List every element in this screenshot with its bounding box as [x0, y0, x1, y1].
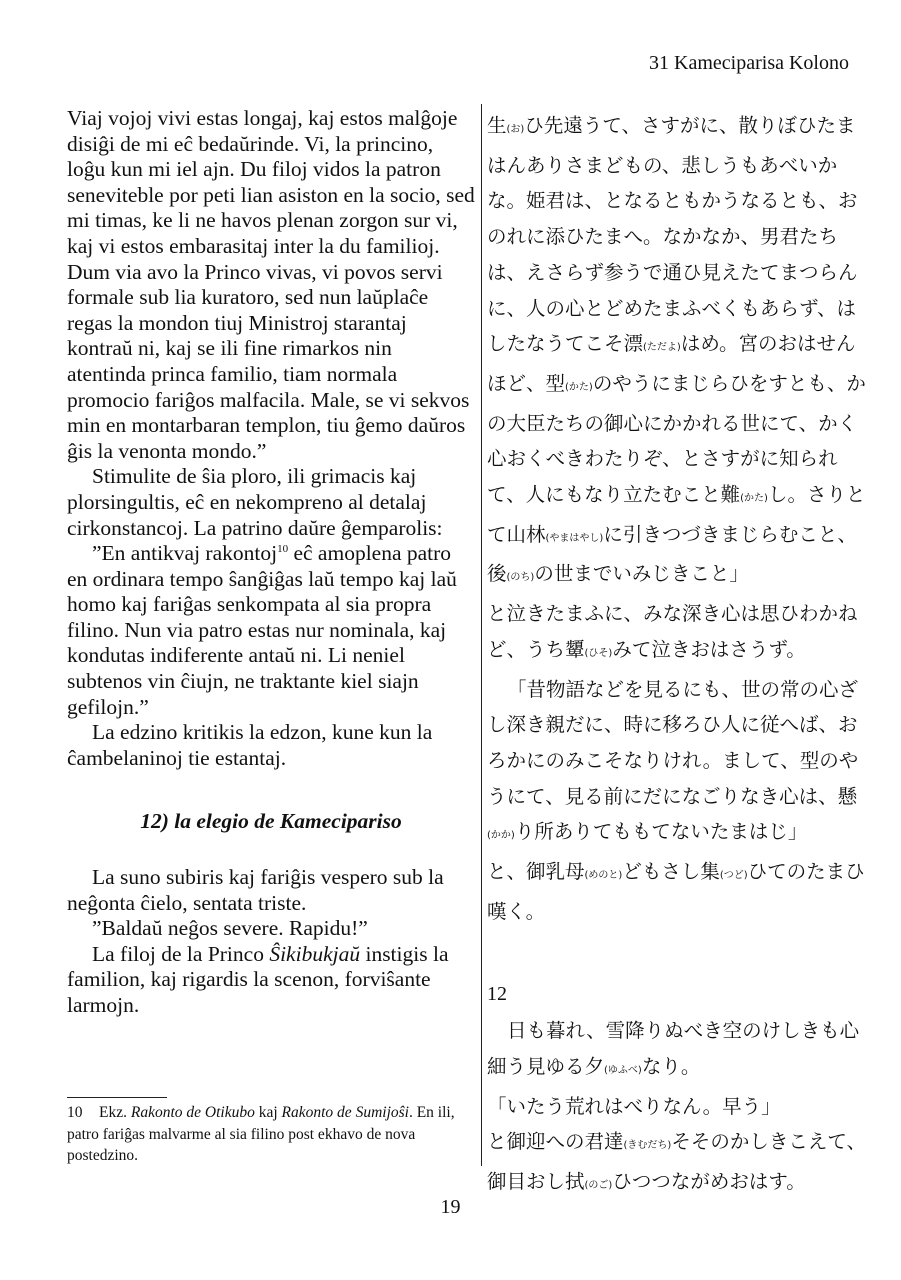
jp-paragraph	[487, 1013, 867, 1088]
jp-text: のやうにまじらひをすとも、かの大臣たちの御心にかかれる世にて、かく心おくべきわたりぞ、とさすがに知られて、人にもなり立たむこと難	[487, 371, 866, 507]
text: Ekz.	[99, 1104, 131, 1121]
text: ”En antikvaj rakontoj	[92, 541, 278, 566]
jp-text: ひてのたまひ嘆く。	[487, 860, 865, 923]
ruby-reading: (つど)	[719, 870, 748, 882]
jp-paragraph	[487, 854, 867, 929]
footnote-number: 10	[67, 1104, 83, 1121]
jp-text: どもさし集	[622, 860, 720, 884]
paragraph: ”Baldaŭ neĝos severe. Rapidu!”	[92, 916, 368, 941]
jp-text: 「いたう荒れはべりなん。早う」	[487, 1094, 781, 1118]
ruby-reading: (ひそ)	[584, 647, 613, 659]
jp-text: みて泣きおはさうず。	[612, 637, 806, 661]
ruby-reading: (お)	[506, 124, 525, 135]
jp-text: と、御乳母	[487, 860, 585, 884]
paragraph: La edzino kritikis la edzon, kune kun la ĉambelaninoj tie estantaj.	[67, 720, 433, 770]
book-title: Rakonto de Otikubo	[130, 1104, 255, 1121]
column-divider	[481, 104, 482, 1166]
jp-text: なり。	[641, 1054, 701, 1078]
jp-text: と御迎への君達	[487, 1130, 624, 1154]
jp-paragraph	[487, 1124, 867, 1203]
footnote-ref[interactable]: 10	[277, 542, 289, 555]
jp-text: し。さりとて山林	[487, 483, 866, 546]
footnote-rule	[67, 1097, 167, 1098]
japanese-column	[487, 108, 867, 1204]
proper-name: Ŝikibukjaŭ	[269, 941, 361, 966]
text: . En ili, patro fariĝas malvarme al sia filino post ekhavo de nova postedzino.	[67, 1104, 455, 1164]
jp-text: ひ先遠うて、さすがに、散りぼひたまはんありさまどもの、悲しうもあべいかな。姫君は、となるともかうなるとも、おのれに添ひたまへ。なかなか、男君たちは、えさらず参うで通ひ見えたてまつらんに、人の心とどめたまふべくもあらず、はしたなうてこそ漂	[487, 114, 858, 356]
jp-text: 日も暮れ、雪降りぬべき空のけしきも心細う見ゆる夕	[487, 1019, 860, 1078]
text: instigis la familion, kaj rigardis la scenon, forviŝante larmojn.	[67, 941, 449, 1017]
ruby-reading: (のご)	[584, 1179, 613, 1191]
page-number: 19	[440, 1196, 461, 1218]
jp-paragraph	[487, 672, 867, 855]
jp-text: と泣きたまふに、みな深き心は思ひわかねど、うち顰	[487, 602, 858, 661]
section-title: 12) la elegio de Kameciparisо	[140, 809, 402, 834]
section-number: 12	[487, 983, 507, 1006]
footnote-text	[67, 1104, 455, 1164]
ruby-reading: (かか)	[487, 830, 515, 842]
jp-text: り所ありてももてないたまはじ」	[514, 820, 808, 844]
jp-text: はめ。宮のおはせんほど、型	[487, 332, 856, 395]
text: La filoj de la Princo	[92, 941, 270, 966]
paragraph	[67, 942, 475, 1019]
text: kaj	[254, 1104, 282, 1121]
ruby-reading: (かた)	[740, 493, 768, 505]
text: eĉ amoplena patro en ordinara tempo ŝanĝiĝas laŭ tempo kaj laŭ homo kaj fariĝas senkompata al sia propra filino. Nun via patro estas nur nominala, kaj kondutas indiferente antaŭ ni. Li neniel subtenos vin ĉiujn, ne traktante kiel siajn gefilojn.”	[67, 541, 457, 719]
footnote	[67, 1102, 477, 1167]
jp-text: そそのかしきこえて、御目おし拭	[487, 1130, 866, 1193]
ruby-reading: (のち)	[506, 572, 535, 584]
jp-text: 生	[487, 114, 507, 137]
paragraph	[67, 541, 475, 720]
jp-text: に引きつづきまじらむこと、後	[487, 522, 857, 586]
paragraph: Stimulite de ŝia ploro, ili grimacis kaj plorsingultis, eĉ en nekompreno al detalaj cirkonstancoj. La patrino daŭre ĝemparolis:	[67, 464, 443, 540]
jp-paragraph	[487, 108, 867, 596]
paragraph: Viaj vojoj vivi estas longaj, kaj estos malĝoje disiĝi de mi eĉ bedaŭrinde. Vi, la princino, loĝu kun mi iel ajn. Du filoj vidos la patron seneviteble por peti lian asiston en la socio, sed mi timas, ke li ne havos plenan zorgon sur vi, kaj vi estos embarasitaj inter la du familioj. Dum via avo la Princo vivas, vi povos servi formale sub lia kuratoro, sed nun laŭplaĉe regas la mondon tiuj Ministroj starantaj kontraŭ ni, kaj se ili fine rimarkos nin atentinda princa familio, tiam normala promocio fariĝos malfacila. Male, se vi sekvos min en montarbaran templon, tiu ĝemo daŭros ĝis la venonta mondo.”	[67, 106, 475, 463]
jp-paragraph	[487, 596, 867, 671]
ruby-reading: (ただよ)	[643, 342, 681, 354]
ruby-reading: (かた)	[565, 381, 593, 393]
book-title: Rakonto de Sumijoŝi	[281, 1104, 409, 1121]
running-header: 31 Kameciparisa Kolono	[649, 52, 849, 74]
ruby-reading: (きむだち)	[623, 1140, 672, 1152]
esperanto-column	[67, 106, 475, 1019]
jp-text: の世までいみじきこと」	[534, 562, 749, 586]
jp-paragraph	[487, 1089, 867, 1125]
ruby-reading: (ゆふべ)	[604, 1064, 642, 1076]
jp-text: 「昔物語などを見るにも、世の常の心ざし深き親だに、時に移ろひ人に従へば、おろかにのみこそなりけれ。まして、型のやうにて、見る前にだになごりなき心は、懸	[487, 677, 859, 808]
ruby-reading: (めのと)	[584, 870, 623, 882]
ruby-reading: (やまはやし)	[545, 532, 604, 544]
paragraph: La suno subiris kaj fariĝis vespero sub la neĝonta ĉielo, sentata triste.	[67, 865, 444, 915]
jp-text: ひつつながめおはす。	[612, 1169, 806, 1193]
